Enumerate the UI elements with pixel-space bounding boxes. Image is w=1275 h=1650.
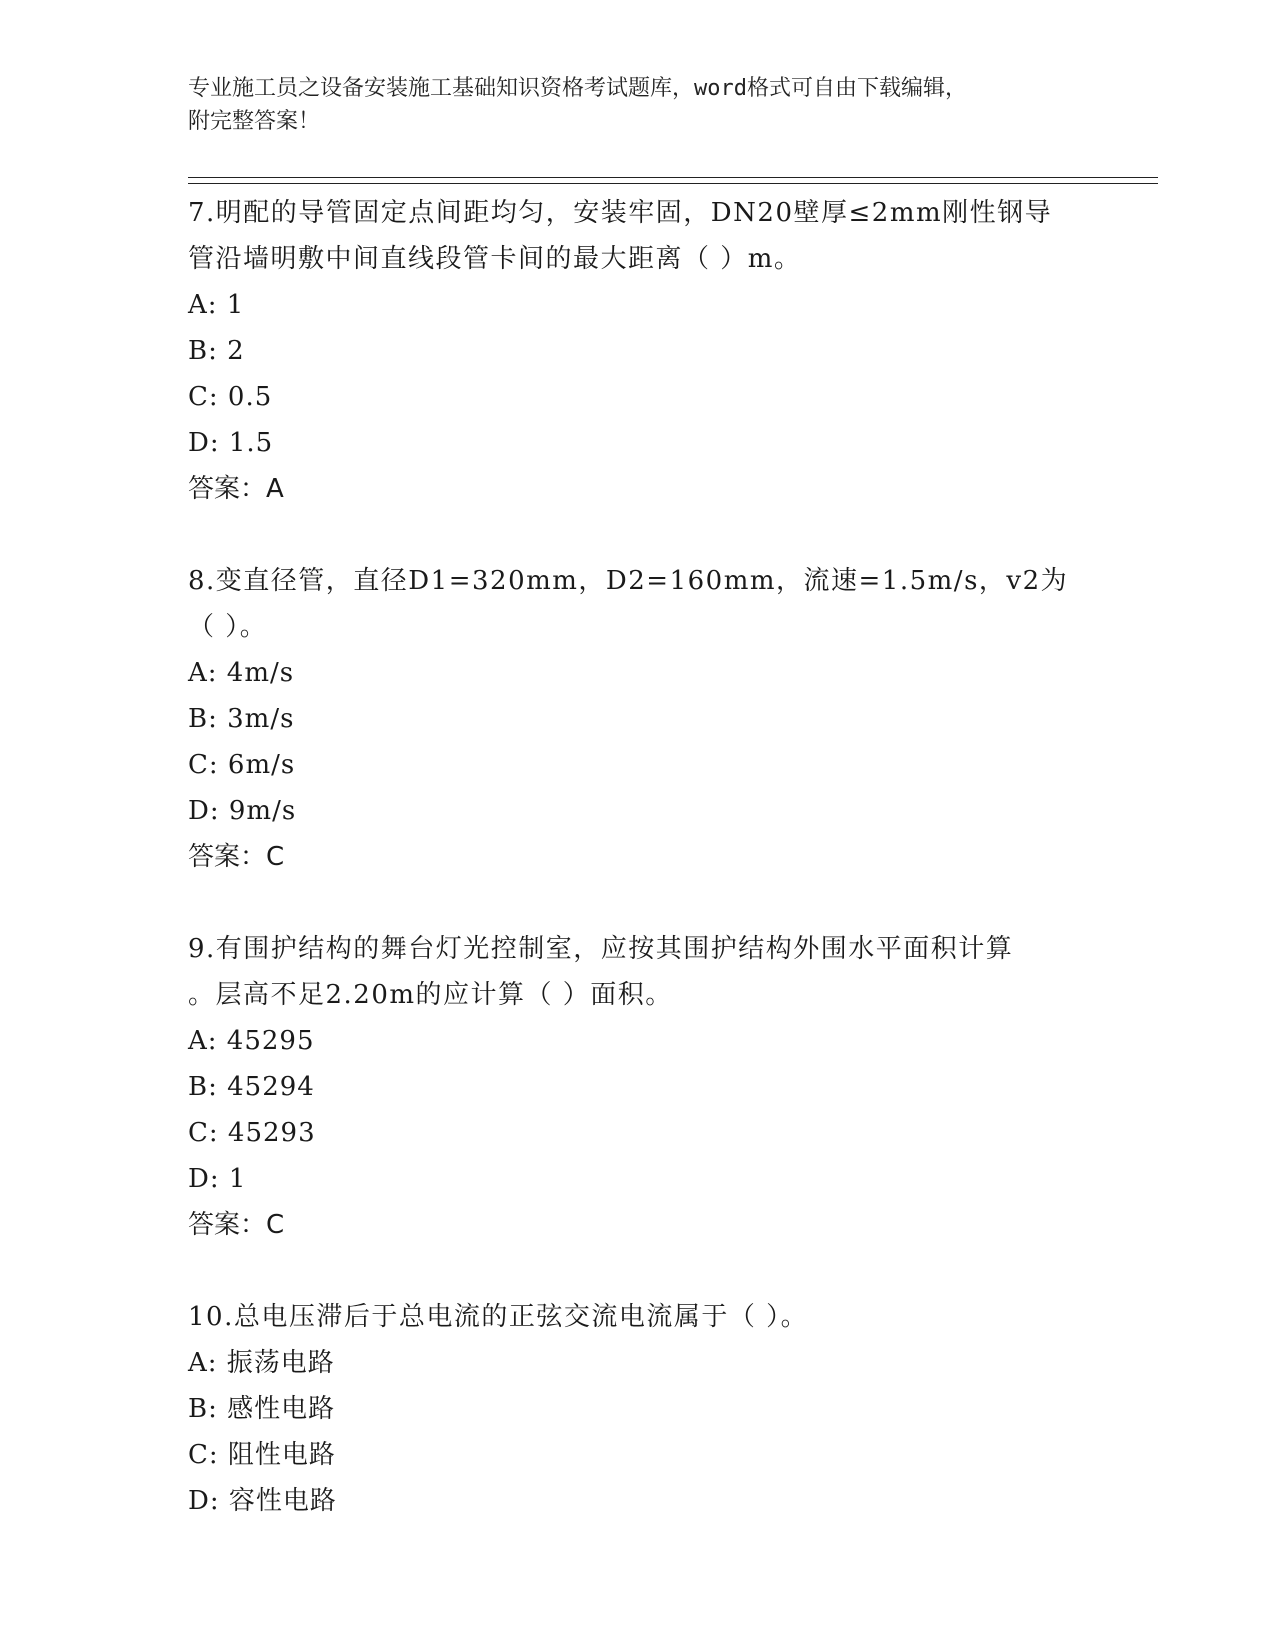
- question-text-line-2: 管沿墙明敷中间直线段管卡间的最大距离（ ）m。: [188, 244, 802, 274]
- question-7: [188, 190, 1088, 512]
- question-text-line-1: 8.变直径管，直径D1=320mm，D2=160mm，流速=1.5m/s，v2为（ ）。: [188, 566, 1069, 642]
- option-c: C: 6m/s: [188, 750, 296, 780]
- option-b: B: 2: [188, 336, 245, 366]
- option-a: A: 45295: [188, 1026, 315, 1056]
- answer: 答案：C: [188, 1210, 285, 1240]
- header-line-2: 附完整答案！: [188, 109, 321, 134]
- option-c: C: 阻性电路: [188, 1440, 336, 1470]
- option-a: A: 1: [188, 290, 245, 320]
- answer: 答案：C: [188, 842, 285, 872]
- option-d: D: 9m/s: [188, 796, 297, 826]
- header-divider-bottom: [188, 183, 1158, 184]
- option-b: B: 3m/s: [188, 704, 295, 734]
- question-spacer: [188, 1248, 1088, 1294]
- option-a: A: 4m/s: [188, 658, 295, 688]
- option-c: C: 0.5: [188, 382, 273, 412]
- header-divider-top: [188, 177, 1158, 178]
- header-line-1: 专业施工员之设备安装施工基础知识资格考试题库，word格式可自由下载编辑，: [188, 76, 967, 101]
- question-8: [188, 558, 1088, 880]
- question-9: [188, 926, 1088, 1248]
- question-text-line-2: 。层高不足2.20m的应计算（ ）面积。: [188, 980, 673, 1010]
- question-text-line-1: 7.明配的导管固定点间距均匀，安装牢固，DN20壁厚≤2mm刚性钢导: [188, 198, 1053, 228]
- question-10: [188, 1294, 1088, 1524]
- answer: 答案：A: [188, 474, 284, 504]
- question-spacer: [188, 512, 1088, 558]
- option-a: A: 振荡电路: [188, 1348, 335, 1378]
- option-d: D: 1: [188, 1164, 247, 1194]
- document-header: [188, 72, 1088, 138]
- option-d: D: 1.5: [188, 428, 274, 458]
- option-b: B: 45294: [188, 1072, 315, 1102]
- question-spacer: [188, 880, 1088, 926]
- option-d: D: 容性电路: [188, 1486, 337, 1516]
- option-b: B: 感性电路: [188, 1394, 336, 1424]
- question-text-line-1: 10.总电压滞后于总电流的正弦交流电流属于（ ）。: [188, 1302, 809, 1332]
- question-list: [188, 190, 1088, 1524]
- question-text-line-1: 9.有围护结构的舞台灯光控制室，应按其围护结构外围水平面积计算: [188, 934, 1014, 964]
- option-c: C: 45293: [188, 1118, 316, 1148]
